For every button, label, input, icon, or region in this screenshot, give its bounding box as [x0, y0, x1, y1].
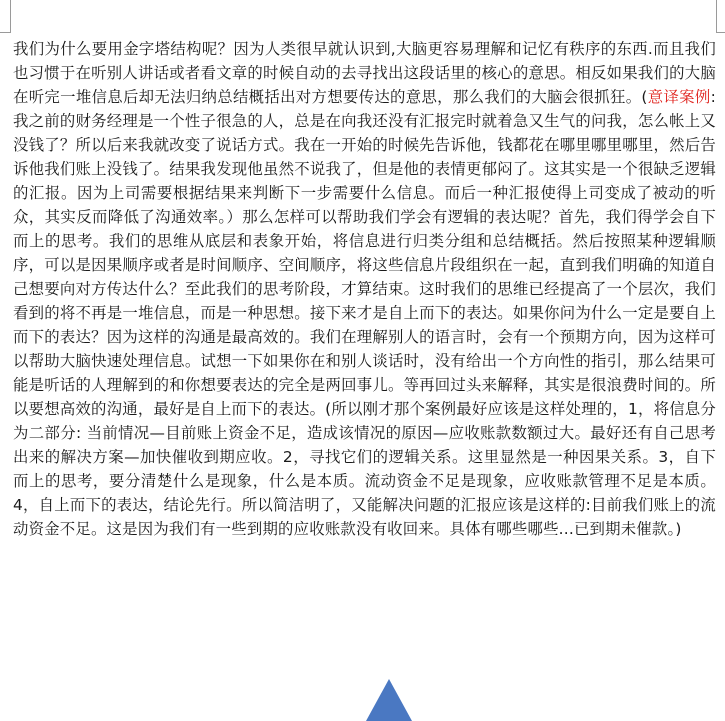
body-paragraph: [13, 37, 716, 541]
crop-mark-top-left: [0, 0, 11, 33]
crop-mark-top-right: [716, 0, 725, 33]
paragraph-text-part2: :我之前的财务经理是一个性子很急的人，总是在向我还没有汇报完时就着急又生气的问我，怎么帐上又没钱了？所以后来我就改变了说话方式。我在一开始的时候先告诉他，钱都花在哪里哪里哪里，然后告诉他我们账上没钱了。结果我发现他虽然不说我了，但是他的表情更郁闷了。这其实是一个很缺乏逻辑的汇报。因为上司需要根据结果来判断下一步需要什么信息。而后一种汇报使得上司变成了被动的听众，其实反而降低了沟通效率。）那么怎样可以帮助我们学会有逻辑的表达呢？首先，我们得学会自下而上的思考。我们的思维从底层和表象开始，将信息进行归类分组和总结概括。然后按照某种逻辑顺序，可以是因果顺序或者是时间顺序、空间顺序，将这些信息片段组织在一起，直到我们明确的知道自己想要向对方传达什么？至此我们的思考阶段，才算结束。这时我们的思维已经提高了一个层次，我们看到的将不再是一堆信息，而是一种思想。接下来才是自上而下的表达。如果你问为什么一定是要自上而下的表达？因为这样的沟通是最高效的。我们在理解别人的语言时，会有一个预期方向，因为这样可以帮助大脑快速处理信息。试想一下如果你在和别人谈话时，没有给出一个方向性的指引，那么结果可能是听话的人理解到的和你想要表达的完全是两回事儿。等再回过头来解释，其实是很浪费时间的。所以要想高效的沟通，最好是自上而下的表达。(所以刚才那个案例最好应该是这样处理的，1，将信息分为二部分: 当前情况—目前账上资金不足，造成该情况的原因—应收账款数额过大。最好还有自己思考出来的解决方案—加快催收到期应收。2，寻找它们的逻辑关系。这里显然是一种因果关系。3，自下而上的思考，要分清楚什么是现象，什么是本质。流动资金不足是现象，应收账款管理不足是本质。4，自上而下的表达，结论先行。所以简洁明了，又能解决问题的汇报应该是这样的:目前我们账上的流动资金不足。这是因为我们有一些到期的应收账款没有收回来。具体有哪些哪些...已到期未催款。): [13, 88, 716, 538]
highlighted-label: 意译案例: [647, 88, 711, 106]
paragraph-text-part1: 我们为什么要用金字塔结构呢？因为人类很早就认识到,大脑更容易理解和记忆有秩序的东西.而且我们也习惯于在听别人讲话或者看文章的时候自动的去寻找出这段话里的核心的意思。相反如果我们的大脑在听完一堆信息后却无法归纳总结概括出对方想要传达的意思，那么我们的大脑会很抓狂。(: [13, 40, 716, 106]
triangle-shape: [366, 679, 412, 721]
